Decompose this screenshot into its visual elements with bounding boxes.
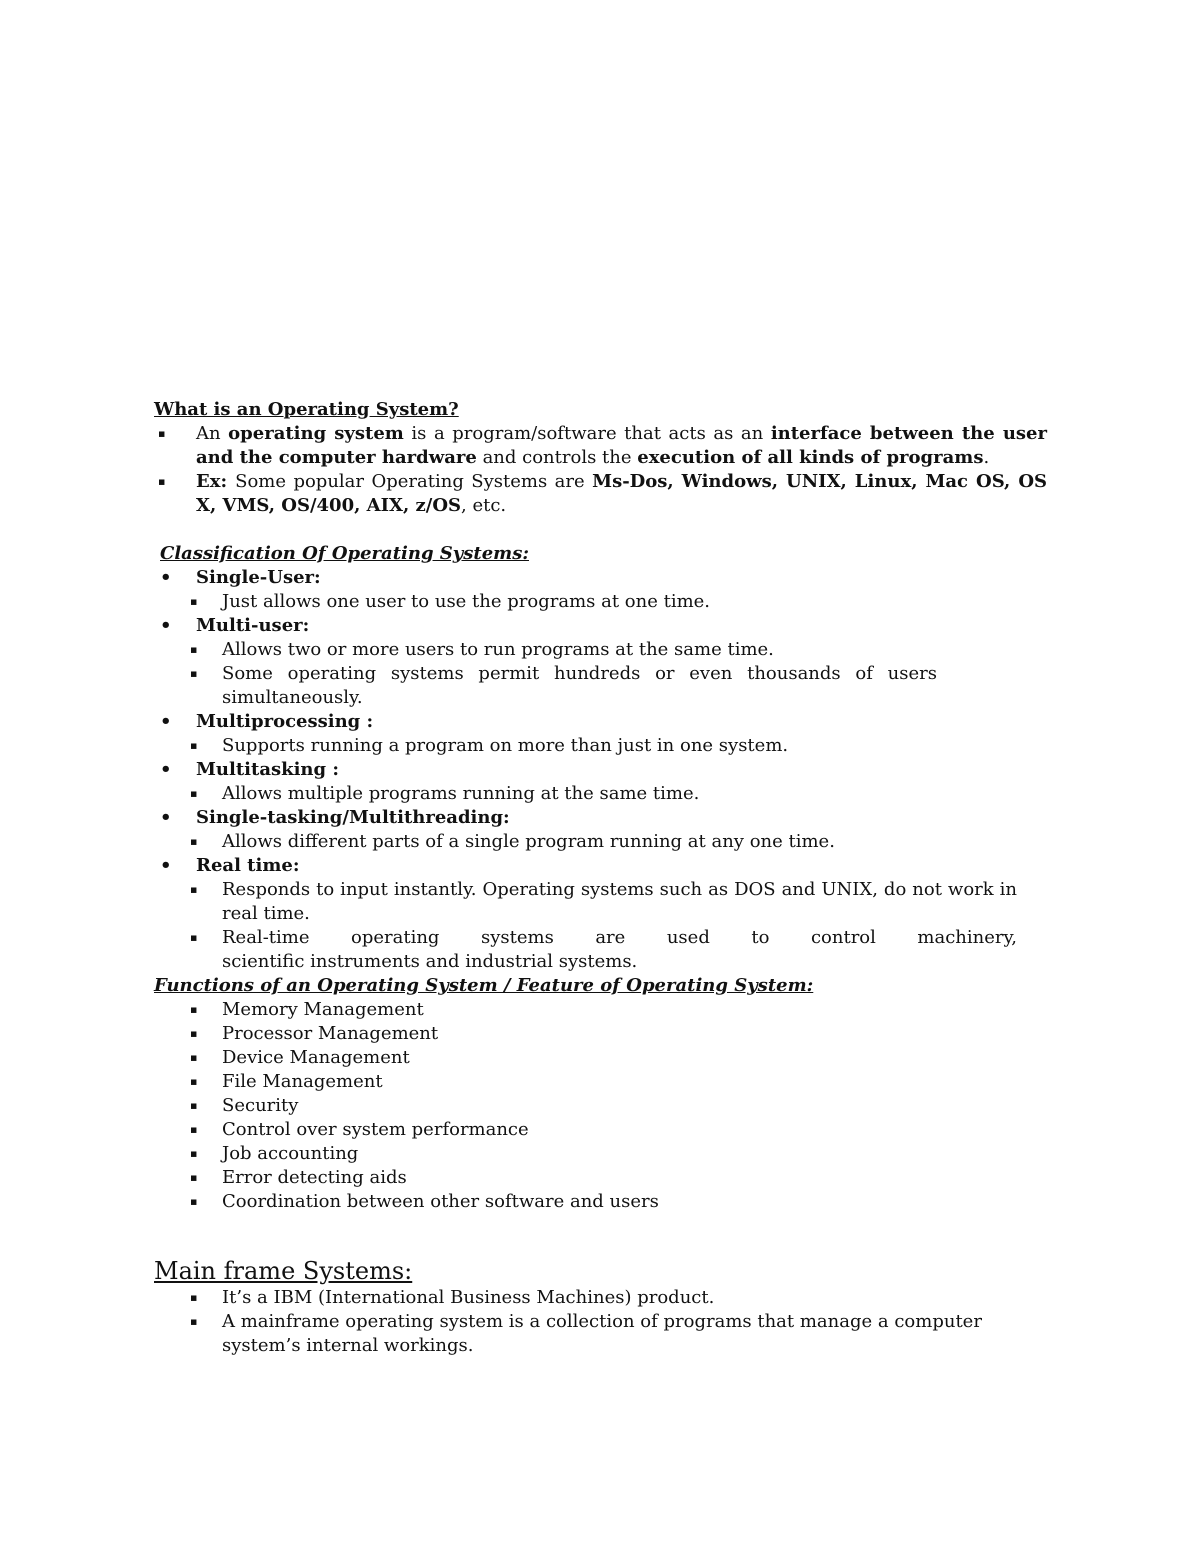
list-item: ▪ Allows two or more users to run programs at the same time. (222, 638, 1047, 662)
heading-classification: Classification Of Operating Systems: (160, 543, 529, 564)
list-item: ▪ Security (222, 1094, 1047, 1118)
list-item: • Multitasking : ▪ Allows multiple programs running at the same time. (196, 758, 1047, 806)
list-item: ▪ Supports running a program on more than just in one system. (222, 734, 1047, 758)
list-item: ▪ Some operating systems permit hundreds or even thousands of users simultaneously. (222, 662, 1047, 710)
list-item: ▪ A mainframe operating system is a collection of programs that manage a computer system’s internal workings. (222, 1310, 1027, 1358)
list-item: ▪ It’s a IBM (International Business Machines) product. (222, 1286, 1027, 1310)
list-item: ▪ Real-time operating systems are used to control machinery, scientific instruments and industrial systems. (222, 926, 1017, 974)
list-item: • Multi-user: ▪ Allows two or more users to run programs at the same time. ▪ Some operating systems permit hundreds or even thousands of users simultaneously. (196, 614, 1047, 710)
list-item: • Single-tasking/Multithreading: ▪ Allows different parts of a single program running at any one time. (196, 806, 1047, 854)
list-item: • Single-User: ▪ Just allows one user to use the programs at one time. (196, 566, 1047, 614)
list-item: ▪ Control over system performance (222, 1118, 1047, 1142)
list-item: • Multiprocessing : ▪ Supports running a program on more than just in one system. (196, 710, 1047, 758)
list-item: • Real time: ▪ Responds to input instantly. Operating systems such as DOS and UNIX, do not work in real time. ▪ Real-time operating systems are used to control machinery, scientific instruments and industrial systems. (196, 854, 1047, 974)
list-item: ▪ Processor Management (222, 1022, 1047, 1046)
heading-functions: Functions of an Operating System / Feature of Operating System: (154, 975, 814, 996)
list-item: ▪ Coordination between other software and users (222, 1190, 1047, 1214)
list-item: ▪ Allows different parts of a single program running at any one time. (222, 830, 1047, 854)
functions-list (154, 998, 1047, 1214)
mainframe-list (154, 1286, 1047, 1358)
list-item: ▪ Responds to input instantly. Operating systems such as DOS and UNIX, do not work in real time. (222, 878, 1017, 926)
list-item: ▪ Job accounting (222, 1142, 1047, 1166)
list-item: ▪ Device Management (222, 1046, 1047, 1070)
classification-list (154, 566, 1047, 974)
heading-what-is-os: What is an Operating System? (154, 399, 459, 420)
list-item: ▪ Memory Management (222, 998, 1047, 1022)
list-item: ▪ File Management (222, 1070, 1047, 1094)
os-definition-list (154, 422, 1047, 518)
list-item: ▪ Error detecting aids (222, 1166, 1047, 1190)
heading-mainframe: Main frame Systems: (154, 1257, 413, 1285)
list-item: ▪ Just allows one user to use the programs at one time. (222, 590, 1047, 614)
list-item: ▪ Allows multiple programs running at the same time. (222, 782, 1047, 806)
document-content (154, 398, 1047, 1358)
list-item: ▪ Ex: Some popular Operating Systems are Ms-Dos, Windows, UNIX, Linux, Mac OS, OS X, VMS, OS/400, AIX, z/OS, etc. (196, 470, 1047, 518)
list-item: ▪ An operating system is a program/software that acts as an interface between the user and the computer hardware and controls the execution of all kinds of programs. (196, 422, 1047, 470)
